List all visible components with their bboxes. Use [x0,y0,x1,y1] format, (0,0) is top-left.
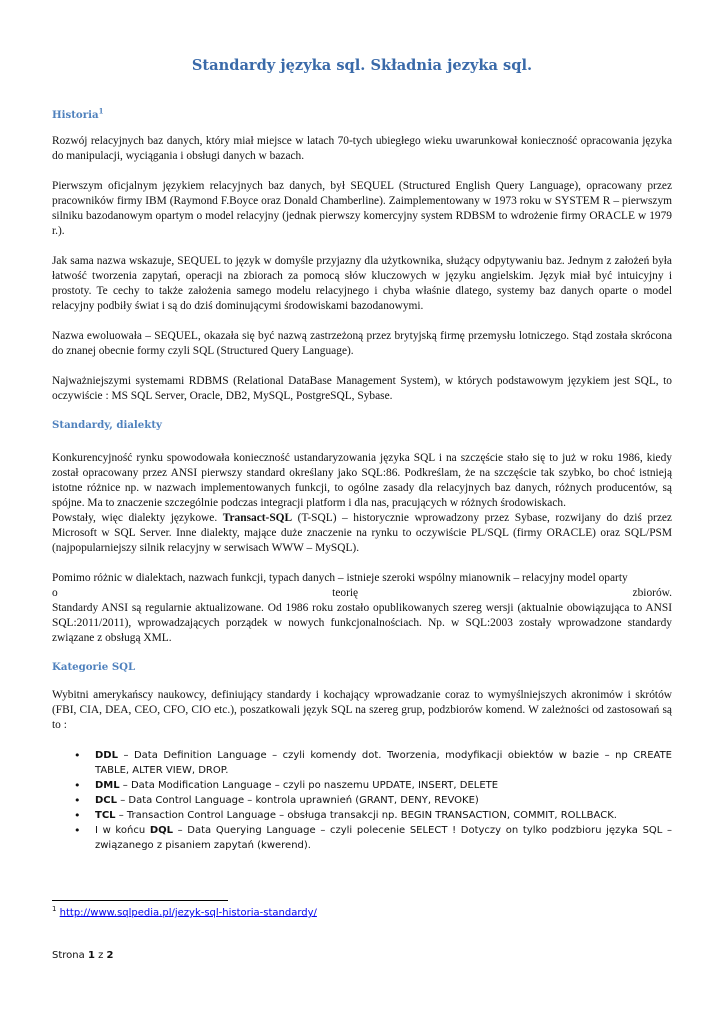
paragraph: Standardy ANSI są regularnie aktualizowane. Od 1986 roku zostało opublikowanych szereg wersji (aktualnie obowiązująca to ANSI SQL:2011/2011), wprowadzających porządek w nowych funkcjonalnościach. Np. w SQL:2003 zostały wprowadzone standardy związane z obsługą XML. [52,602,672,644]
paragraph: Jak sama nazwa wskazuje, SEQUEL to język w domyśle przyjazny dla użytkownika, służący odpytywaniu baz. Jednym z założeń była łatwość tworzenia zapytań, operacji na zbiorach za pomocą słów kluczowych w języku angielskim. Język miał być intuicyjny i prostoty. Te cechy to także założenia samego modelu relacyjnego i chyba właśnie dlatego, systemy baz danych oparte o model relacyjny podbiły świat i są do dziś dominującymi środowiskami bazodanowymi. [52,255,672,312]
category-desc: – Data Modification Language – czyli po naszemu UPDATE, INSERT, DELETE [119,780,499,791]
list-item [52,808,672,823]
category-term: DDL [95,750,118,761]
heading-historia [52,108,672,122]
footnote-link[interactable]: http://www.sqlpedia.pl/jezyk-sql-historia-standardy/ [59,907,317,919]
heading-historia-text: Historia [52,109,99,121]
page-title: Standardy języka sql. Składnia jezyka sql. [191,57,533,74]
category-term: TCL [95,810,116,821]
footnote-separator [52,900,228,901]
bullet-icon: • [74,779,81,792]
category-desc: – Transaction Control Language – obsługa transakcji np. BEGIN TRANSACTION, COMMIT, ROLLBACK. [115,810,617,821]
paragraph: Rozwój relacyjnych baz danych, który miał miejsce w latach 70-tych ubiegłego wieku uwarunkował konieczność opracowania języka do manipulacji, wyciągania i obsługi danych w bazach. [52,135,672,162]
bullet-icon: • [74,824,81,837]
word: teorię [332,587,359,599]
footnote-ref[interactable]: 1 [98,106,104,116]
bullet-icon: • [74,749,81,762]
category-term: DQL [149,825,173,836]
category-desc: – Data Definition Language – czyli komendy dot. Tworzenia, modyfikacji obiektów w bazie – np CREATE TABLE, ALTER VIEW, DROP. [95,750,672,776]
total-pages: 2 [106,950,114,961]
category-term: DML [95,780,120,791]
category-term: DCL [95,795,118,806]
list-item [52,778,672,793]
page-sep: z [98,950,104,961]
word: zbiorów. [632,587,672,599]
category-desc: – Data Querying Language – czyli polecenie SELECT ! Dotyczy on tylko podzbioru języka SQL – związanego z pisaniem zapytań (kwerend). [95,825,673,851]
bullet-icon: • [74,794,81,807]
heading-standardy: Standardy, dialekty [52,419,162,431]
heading-kategorie: Kategorie SQL [52,661,136,673]
text-run: Powstały, więc dialekty językowe. [52,512,223,524]
paragraph: Konkurencyjność rynku spowodowała konieczność ustandaryzowania języka SQL i na szczęście stało się to już w roku 1986, kiedy został opracowany przez ANSI pierwszy standard określany jako SQL:86. Podkreślam, że na szczęście tak szybko, bo choć istnieją istotne różnice np. w nazwach implementowanych funkcji, to ogólne zasady dla relacyjnych baz danych, różnych producentów, są spójne. Ma to znaczenie szczególnie podczas integracji platform i dla nas, pracujących w różnych środowiskach. [52,452,672,509]
paragraph: Wybitni amerykańscy naukowcy, definiujący standardy i kochający wprowadzanie coraz to wymyślniejszych akronimów i skrótów (FBI, CIA, DEA, CEO, CFO, CIO etc.), poszatkowali język SQL na szereg grup, podzbiorów komend. W zależności od zastosowań są to : [52,689,672,731]
sql-categories-list [52,748,672,853]
footnote-mark: 1 [52,905,57,913]
paragraph-dialects [52,511,672,556]
bullet-icon: • [74,809,81,822]
paragraph: Pomimo różnic w dialektach, nazwach funkcji, typach danych – istnieje szeroki wspólny mianownik – relacyjny model oparty [52,572,628,584]
list-item [52,748,672,778]
paragraph: Pierwszym oficjalnym językiem relacyjnych baz danych, był SEQUEL (Structured English Query Language), opracowany przez pracowników firmy IBM (Raymond F.Boyce oraz Donald Chamberline). Zaimplementowany w 1973 roku w SYSTEM R – pierwszym silniku bazodanowym opartym o model relacyjny (jednak pierwszy komercyjny system RDBSM to wdrożenie firmy ORACLE w 1979 r.). [52,180,672,237]
current-page: 1 [87,950,95,961]
list-item [52,823,672,853]
footnote [52,905,317,918]
category-prefix: I w końcu [95,825,150,836]
page-label: Strona [52,950,85,961]
bold-term: Transact-SQL [222,512,293,524]
text-run: (T-SQL) – historycznie wprowadzony przez Sybase, rozwijany do dziś przez Microsoft w SQL Server. Inne dialekty, mające duże znaczenie na rynku to oczywiście PL/SQL (firmy ORACLE) oraz SQL/PSM (najpopularniejszy silnik relacyjny w serwisach WWW – MySQL). [52,512,672,554]
justified-line [52,586,672,601]
word: o [52,587,58,599]
list-item [52,793,672,808]
page-number [52,950,114,961]
page-content [52,56,672,853]
paragraph: Nazwa ewoluowała – SEQUEL, okazała się być nazwą zastrzeżoną przez brytyjską firmę przemysłu lotniczego. Stąd została skrócona do znanej obecnie formy czyli SQL (Structured Query Language). [52,330,672,357]
paragraph: Najważniejszymi systemami RDBMS (Relational DataBase Management System), w których podstawowym językiem jest SQL, to oczywiście : MS SQL Server, Oracle, DB2, MySQL, PostgreSQL, Sybase. [52,375,672,402]
category-desc: – Data Control Language – kontrola uprawnień (GRANT, DENY, REVOKE) [117,795,479,806]
